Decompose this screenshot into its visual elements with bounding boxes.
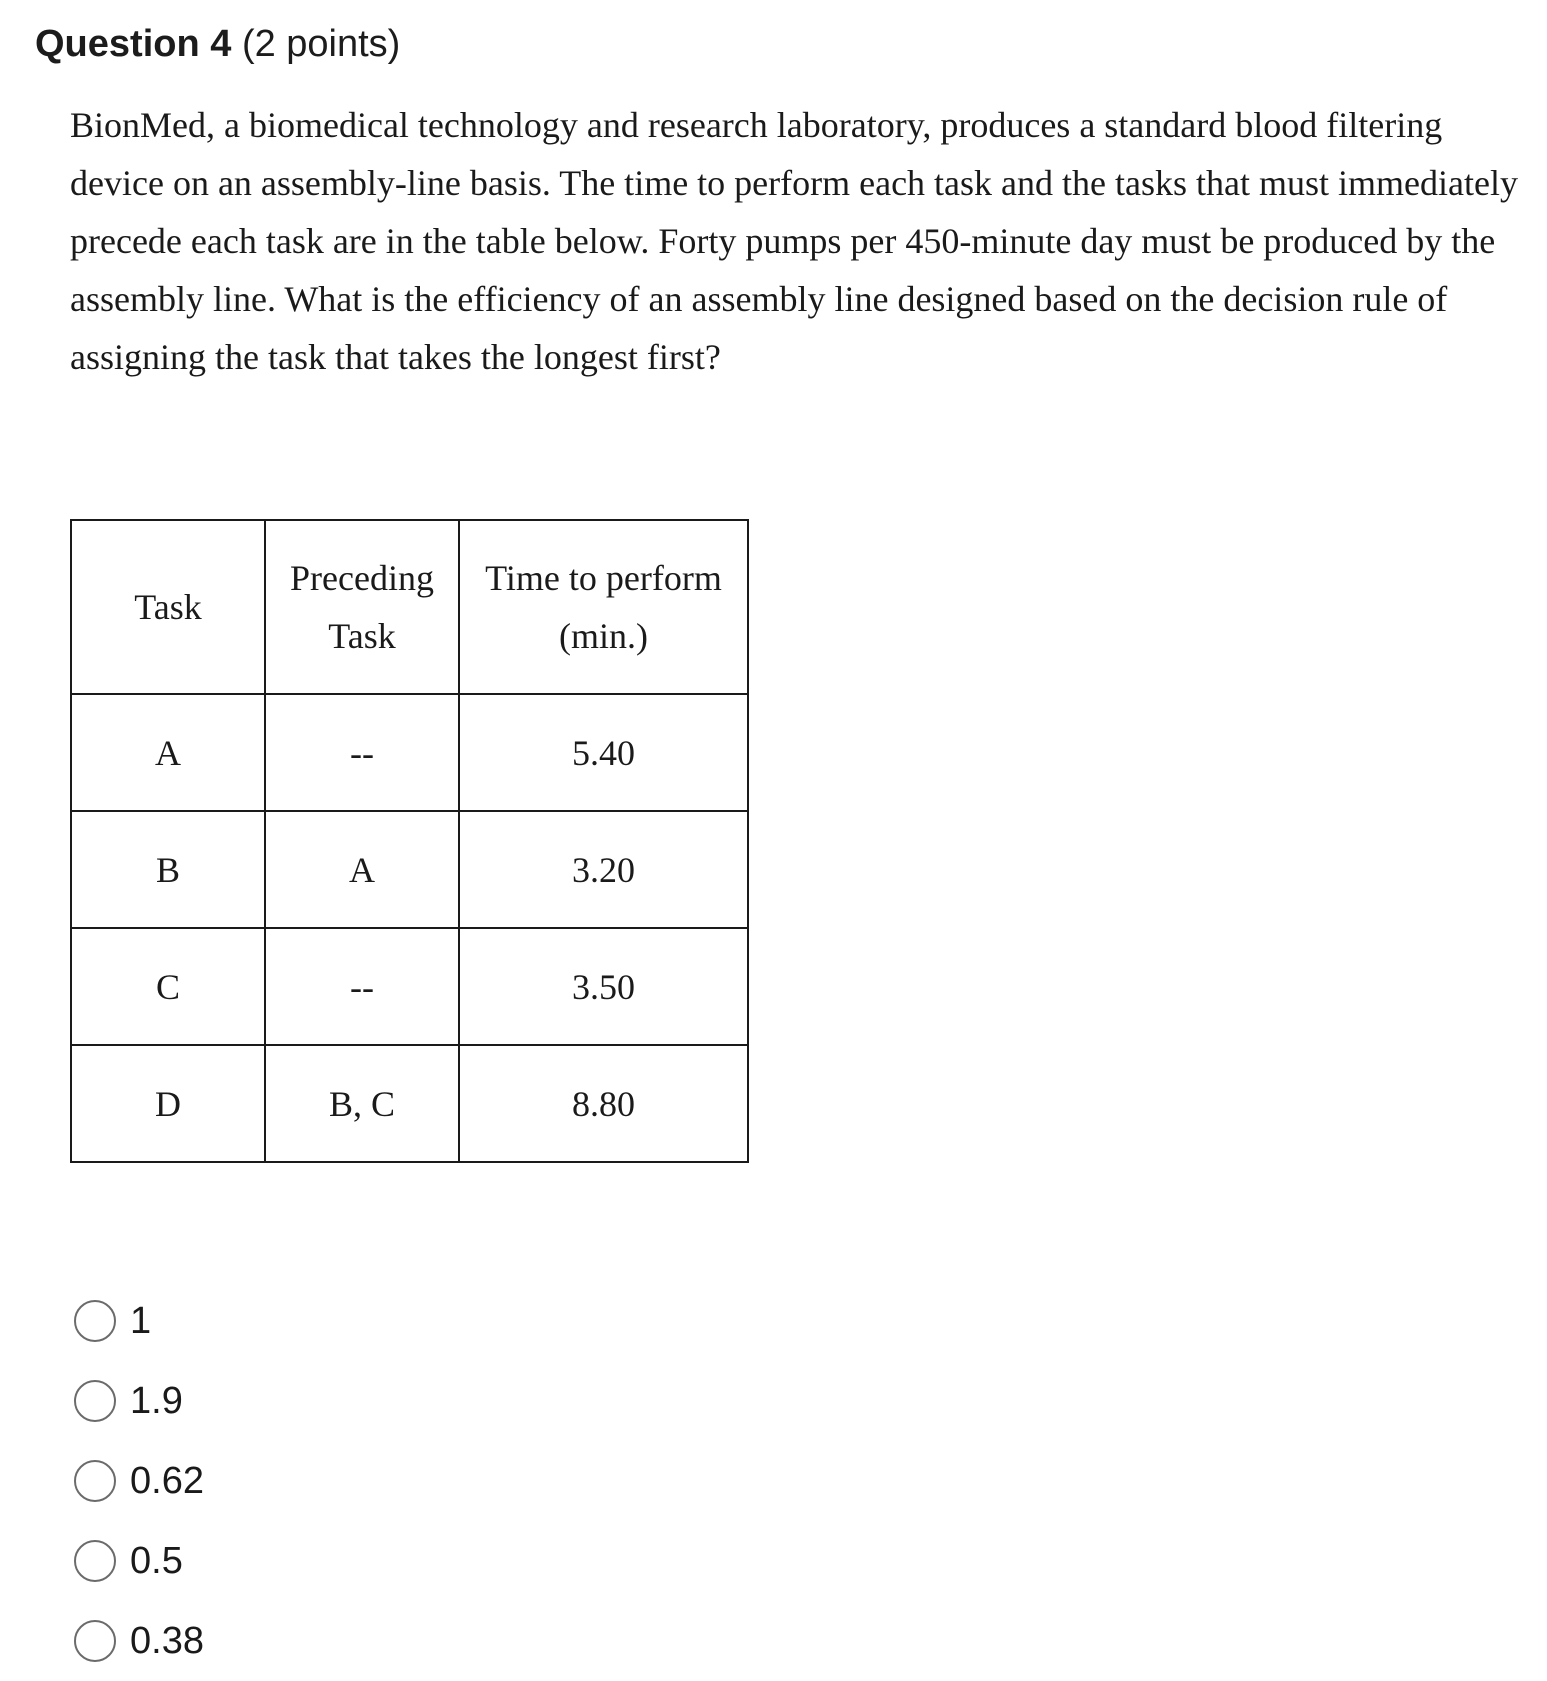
header-time-to-perform — [459, 520, 748, 694]
table-row — [71, 928, 748, 1045]
cell-preceding: -- — [265, 694, 459, 811]
answer-option-0-5[interactable] — [74, 1521, 204, 1601]
header-preceding-task — [265, 520, 459, 694]
radio-button[interactable] — [74, 1460, 116, 1502]
cell-task: D — [71, 1045, 265, 1162]
header-preceding-line1: Preceding — [290, 558, 434, 598]
question-header — [35, 20, 400, 68]
radio-button[interactable] — [74, 1380, 116, 1422]
header-time-line2: (min.) — [559, 616, 648, 656]
radio-button[interactable] — [74, 1300, 116, 1342]
option-label[interactable]: 0.62 — [130, 1459, 204, 1502]
question-prompt: BionMed, a biomedical technology and research laboratory, produces a standard blood filtering device on an assembly-line basis. The time to perform each task and the tasks that must immediately precede each task are in the table below. Forty pumps per 450-minute day must be produced by the assembly line. What is the efficiency of an assembly line designed based on the decision rule of assigning the task that takes the longest first? — [70, 105, 1518, 377]
cell-preceding: B, C — [265, 1045, 459, 1162]
cell-preceding: A — [265, 811, 459, 928]
answer-option-1[interactable] — [74, 1281, 204, 1361]
option-label[interactable]: 1 — [130, 1299, 152, 1342]
answer-option-0-62[interactable] — [74, 1441, 204, 1521]
question-title: Question 4 — [35, 23, 232, 65]
table-row — [71, 1045, 748, 1162]
question-points: (2 points) — [241, 23, 401, 65]
cell-time: 3.50 — [459, 928, 748, 1045]
header-preceding-line2: Task — [328, 616, 396, 656]
cell-task: A — [71, 694, 265, 811]
cell-time: 8.80 — [459, 1045, 748, 1162]
radio-button[interactable] — [74, 1540, 116, 1582]
header-task — [71, 520, 265, 694]
header-task-label: Task — [134, 587, 202, 627]
radio-button[interactable] — [74, 1620, 116, 1662]
cell-preceding: -- — [265, 928, 459, 1045]
table-row — [71, 811, 748, 928]
answer-option-1-9[interactable] — [74, 1361, 204, 1441]
cell-task: B — [71, 811, 265, 928]
task-table — [70, 519, 749, 1163]
table-row — [71, 694, 748, 811]
cell-time: 3.20 — [459, 811, 748, 928]
cell-time: 5.40 — [459, 694, 748, 811]
option-label[interactable]: 0.5 — [130, 1539, 183, 1582]
cell-task: C — [71, 928, 265, 1045]
answer-option-0-38[interactable] — [74, 1601, 204, 1681]
answer-options — [74, 1281, 204, 1681]
header-time-line1: Time to perform — [485, 558, 722, 598]
table-header-row — [71, 520, 748, 694]
option-label[interactable]: 1.9 — [130, 1379, 183, 1422]
option-label[interactable]: 0.38 — [130, 1619, 204, 1662]
